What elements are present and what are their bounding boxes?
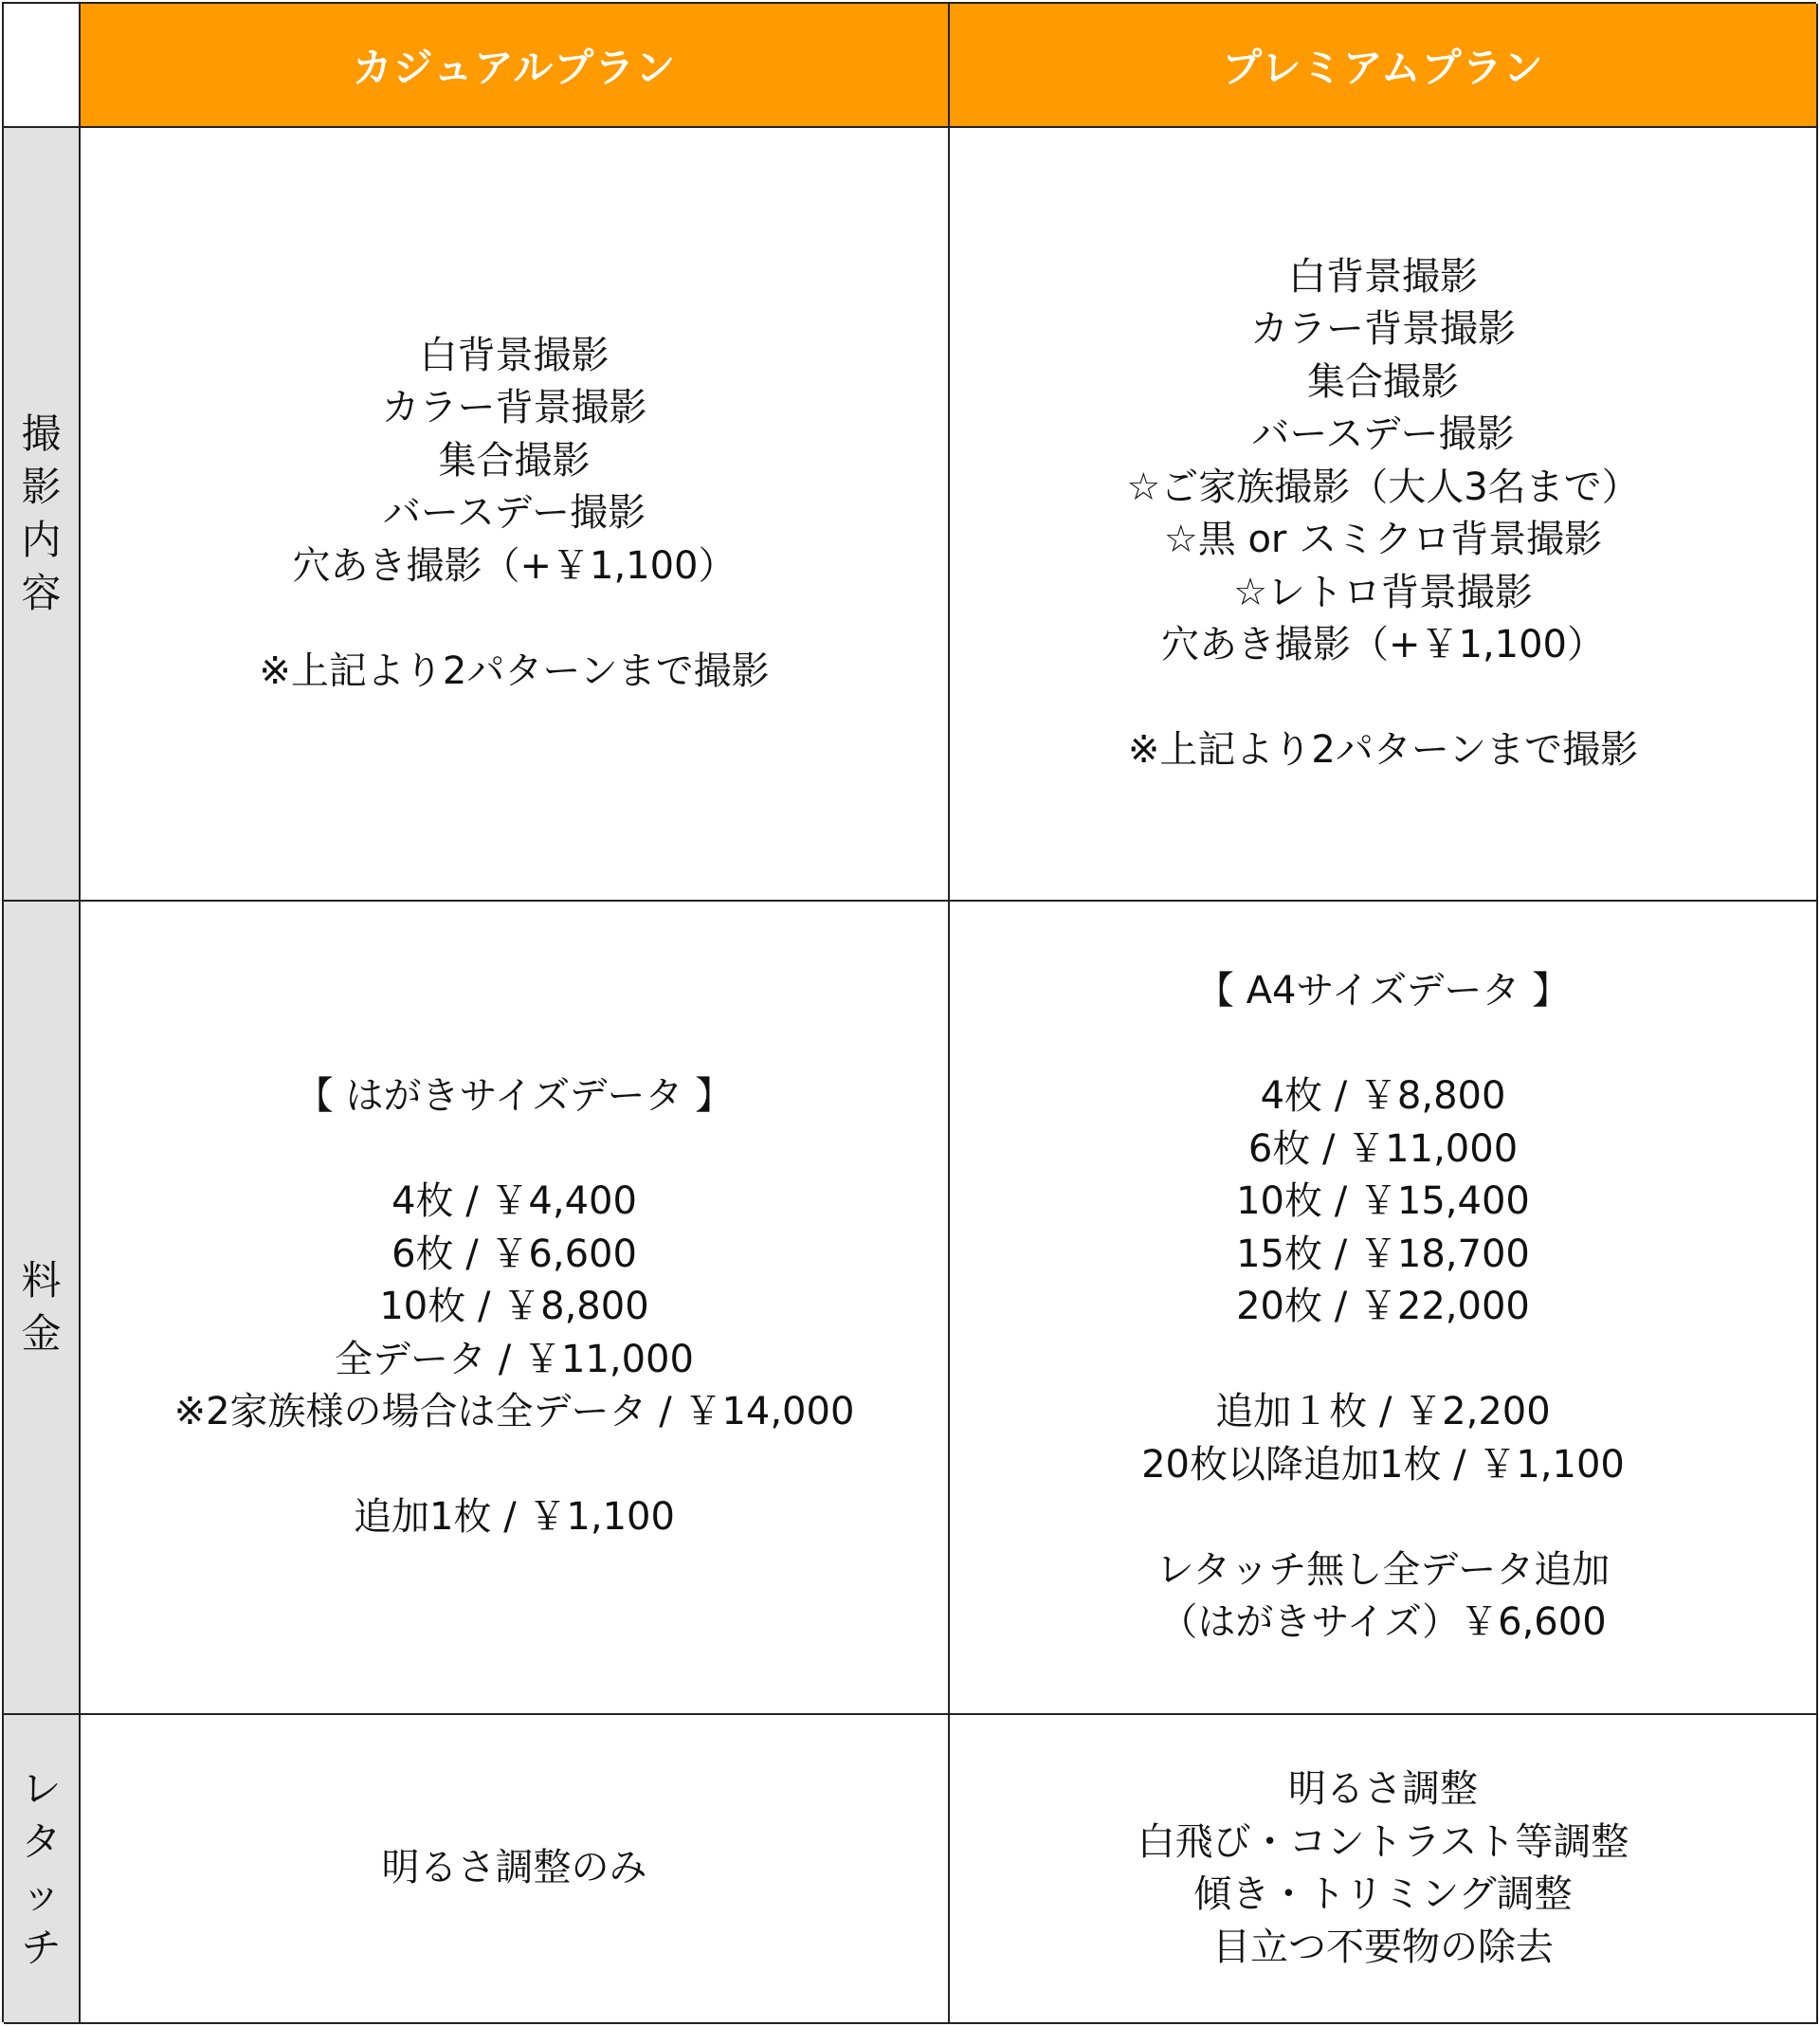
row-label-char: 料 xyxy=(21,1257,62,1304)
premium-shooting-line: ※上記より2パターンまで撮影 xyxy=(1127,728,1639,772)
casual-shooting-line: 集合撮影 xyxy=(438,438,591,483)
premium-price-line: 6枚 / ￥11,000 xyxy=(1247,1126,1519,1171)
casual-plan-header: カジュアルプラン xyxy=(81,4,950,128)
premium-shooting-line: 白背景撮影 xyxy=(1288,254,1478,299)
table-corner-cell xyxy=(4,4,81,128)
casual-price-line: 追加1枚 / ￥1,100 xyxy=(354,1495,675,1540)
row-label-char: 内 xyxy=(21,517,62,563)
premium-price-line: 20枚以降追加1枚 / ￥1,100 xyxy=(1141,1442,1625,1487)
premium-shooting-cell xyxy=(950,128,1818,902)
casual-price-line: 6枚 / ￥6,600 xyxy=(391,1232,637,1276)
premium-shooting-line: 穴あき撮影（+￥1,100） xyxy=(1160,623,1606,666)
premium-shooting-line: ☆レトロ背景撮影 xyxy=(1233,570,1533,614)
row-label-char: 撮 xyxy=(21,411,62,457)
premium-shooting-line: バースデー撮影 xyxy=(1251,412,1515,456)
casual-shooting-line: ※上記より2パターンまで撮影 xyxy=(259,648,770,693)
premium-price-line: レタッチ無し全データ追加 xyxy=(1156,1547,1611,1592)
premium-price-line: （はがきサイズ）￥6,600 xyxy=(1159,1600,1607,1645)
row-label-char: 金 xyxy=(21,1310,62,1357)
casual-shooting-line: 穴あき撮影（+￥1,100） xyxy=(292,543,737,588)
casual-price-line: 10枚 / ￥8,800 xyxy=(379,1285,649,1329)
casual-price-line: 【 はがきサイズデータ 】 xyxy=(295,1074,734,1119)
row-label-char: チ xyxy=(21,1925,62,1971)
premium-retouch-line: 明るさ調整 xyxy=(1288,1767,1478,1811)
premium-shooting-line: ☆黒 or スミクロ背景撮影 xyxy=(1163,518,1603,561)
plan-comparison-table xyxy=(2,2,1816,2022)
premium-retouch-line: 傾き・トリミング調整 xyxy=(1193,1872,1573,1916)
row-label-char: タ xyxy=(21,1818,62,1865)
premium-retouch-line: 目立つ不要物の除去 xyxy=(1212,1925,1554,1969)
premium-price-cell xyxy=(950,902,1818,1715)
premium-plan-header: プレミアムプラン xyxy=(950,4,1818,128)
row-label-retouch xyxy=(4,1715,81,2024)
premium-price-line: 4枚 / ￥8,800 xyxy=(1260,1074,1506,1119)
row-label-char: 容 xyxy=(21,570,62,616)
casual-price-line: 4枚 / ￥4,400 xyxy=(391,1179,637,1224)
casual-shooting-line: 白背景撮影 xyxy=(419,333,610,377)
casual-retouch-cell xyxy=(81,1715,950,2024)
row-label-char: レ xyxy=(21,1765,62,1812)
row-label-shooting xyxy=(4,128,81,902)
casual-price-line: 全データ / ￥11,000 xyxy=(335,1337,694,1381)
casual-retouch-line: 明るさ調整のみ xyxy=(381,1846,647,1890)
casual-shooting-line: カラー背景撮影 xyxy=(381,386,647,430)
premium-shooting-line: ☆ご家族撮影（大人3名まで） xyxy=(1126,465,1640,509)
row-label-char: ッ xyxy=(21,1871,62,1918)
premium-price-line: 追加１枚 / ￥2,200 xyxy=(1215,1390,1551,1434)
casual-shooting-line: バースデー撮影 xyxy=(382,491,646,536)
casual-price-cell xyxy=(81,902,950,1715)
row-label-char: 影 xyxy=(21,464,62,510)
premium-shooting-line: 集合撮影 xyxy=(1307,359,1459,404)
premium-price-line: 20枚 / ￥22,000 xyxy=(1236,1285,1530,1329)
premium-retouch-line: 白飛び・コントラスト等調整 xyxy=(1137,1819,1629,1864)
casual-price-line: ※2家族様の場合は全データ / ￥14,000 xyxy=(173,1390,855,1434)
premium-shooting-line: カラー背景撮影 xyxy=(1250,307,1516,351)
row-label-price xyxy=(4,902,81,1715)
premium-price-line: 【 A4サイズデータ 】 xyxy=(1195,969,1571,1013)
premium-retouch-cell xyxy=(950,1715,1818,2024)
premium-price-line: 10枚 / ￥15,400 xyxy=(1236,1179,1530,1224)
casual-shooting-cell xyxy=(81,128,950,902)
premium-price-line: 15枚 / ￥18,700 xyxy=(1236,1232,1530,1276)
